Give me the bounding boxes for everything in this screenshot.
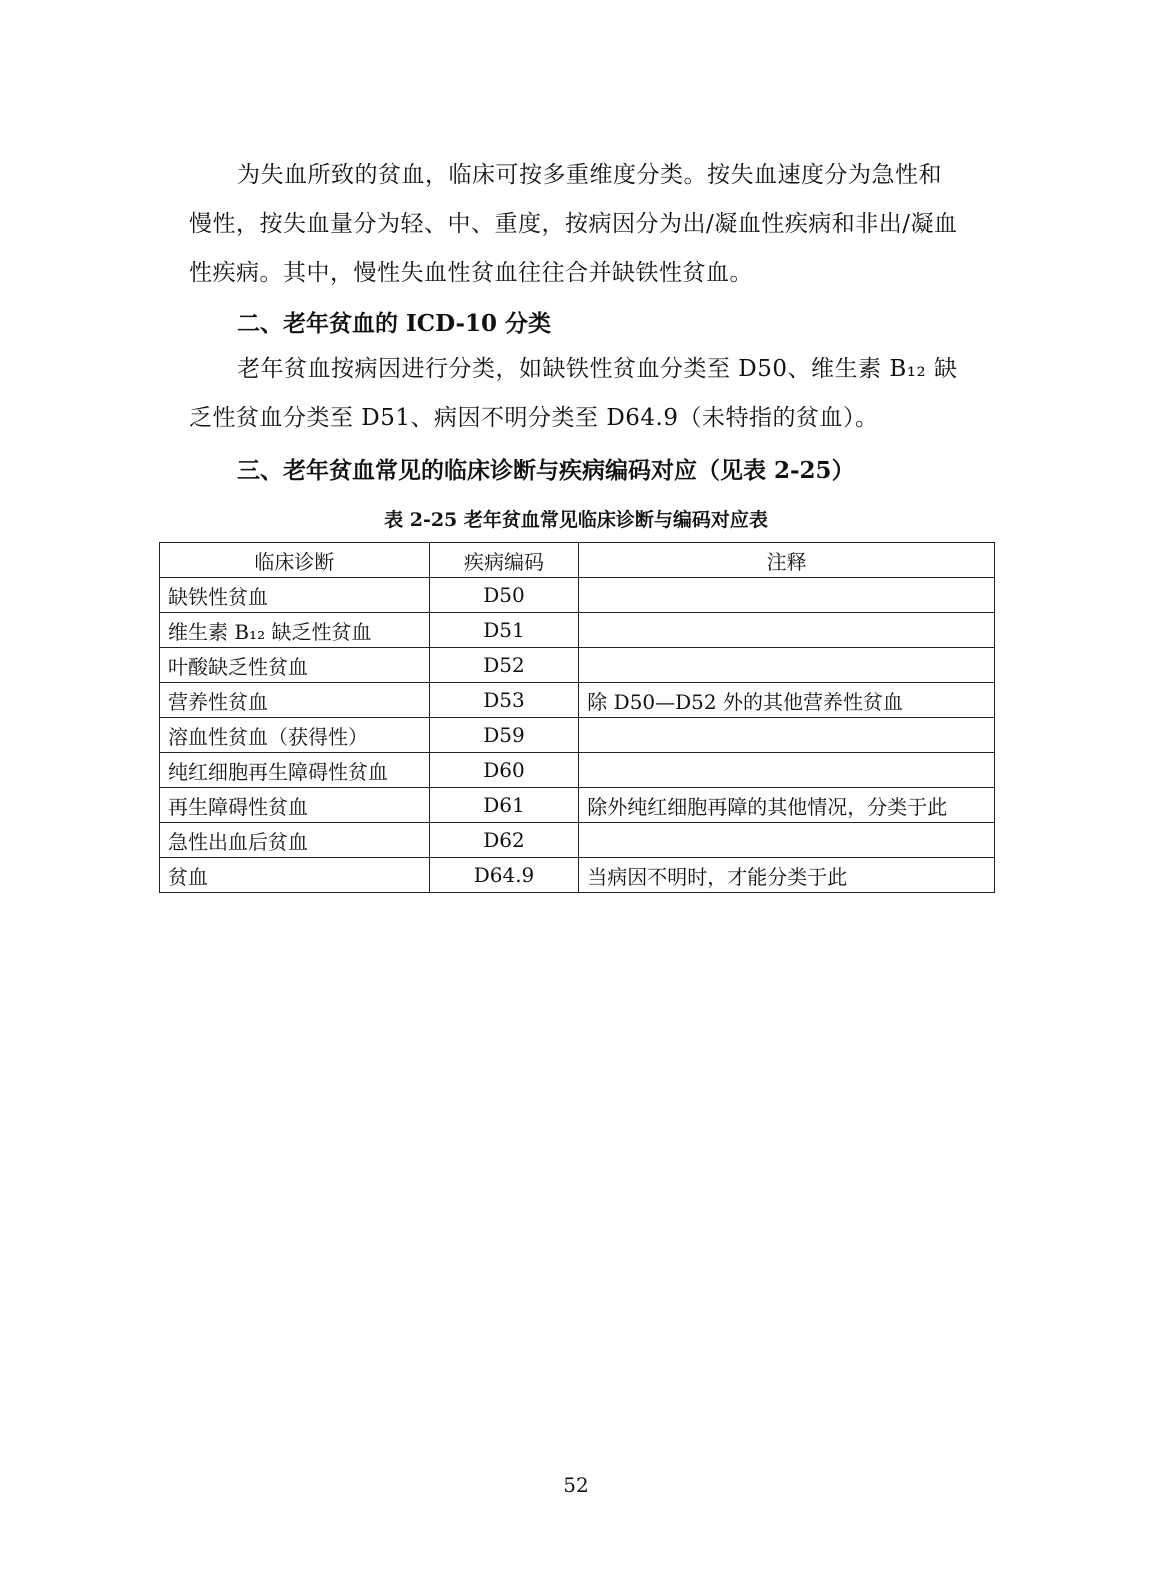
section-heading-icd10: 二、老年贫血的 ICD-10 分类 <box>237 310 552 337</box>
cell-code: D50 <box>429 578 579 613</box>
table-caption: 表 2-25 老年贫血常见临床诊断与编码对应表 <box>384 509 768 531</box>
header-note: 注释 <box>579 543 995 578</box>
cell-note <box>579 823 995 858</box>
table-row <box>160 788 995 823</box>
cell-code: D62 <box>429 823 579 858</box>
table-row <box>160 858 995 893</box>
paragraph-1-text: 为失血所致的贫血，临床可按多重维度分类。按失血速度分为急性和慢性，按失血量分为轻、中、重度，按病因分为出/凝血性疾病和非出/凝血性疾病。其中，慢性失血性贫血往往合并缺铁性贫血。 <box>189 162 958 286</box>
header-code: 疾病编码 <box>429 543 579 578</box>
cell-diagnosis: 溶血性贫血（获得性） <box>160 718 430 753</box>
cell-note: 除外纯红细胞再障的其他情况，分类于此 <box>579 788 995 823</box>
cell-code: D52 <box>429 648 579 683</box>
cell-diagnosis: 维生素 B₁₂ 缺乏性贫血 <box>160 613 430 648</box>
cell-note <box>579 648 995 683</box>
cell-code: D59 <box>429 718 579 753</box>
section-heading-diagnosis-mapping: 三、老年贫血常见的临床诊断与疾病编码对应（见表 2-25） <box>237 457 855 484</box>
cell-diagnosis: 急性出血后贫血 <box>160 823 430 858</box>
cell-code: D64.9 <box>429 858 579 893</box>
table-row <box>160 753 995 788</box>
paragraph-blood-loss-anemia <box>189 151 959 298</box>
table-row <box>160 718 995 753</box>
table-row <box>160 613 995 648</box>
cell-diagnosis: 叶酸缺乏性贫血 <box>160 648 430 683</box>
cell-note <box>579 613 995 648</box>
paragraph-2-text: 老年贫血按病因进行分类，如缺铁性贫血分类至 D50、维生素 B₁₂ 缺乏性贫血分类至 D51、病因不明分类至 D64.9（未特指的贫血）。 <box>189 356 958 431</box>
cell-code: D53 <box>429 683 579 718</box>
cell-diagnosis: 再生障碍性贫血 <box>160 788 430 823</box>
page-number: 52 <box>563 1473 589 1497</box>
cell-diagnosis: 营养性贫血 <box>160 683 430 718</box>
diagnosis-code-table <box>159 542 995 893</box>
table-header-row <box>160 543 995 578</box>
cell-note <box>579 753 995 788</box>
cell-code: D60 <box>429 753 579 788</box>
cell-note <box>579 718 995 753</box>
table-row <box>160 648 995 683</box>
cell-note: 当病因不明时，才能分类于此 <box>579 858 995 893</box>
cell-note <box>579 578 995 613</box>
cell-diagnosis: 缺铁性贫血 <box>160 578 430 613</box>
table-row <box>160 683 995 718</box>
table-row <box>160 578 995 613</box>
cell-note: 除 D50—D52 外的其他营养性贫血 <box>579 683 995 718</box>
header-diagnosis: 临床诊断 <box>160 543 430 578</box>
table-row <box>160 823 995 858</box>
cell-diagnosis: 贫血 <box>160 858 430 893</box>
cell-diagnosis: 纯红细胞再生障碍性贫血 <box>160 753 430 788</box>
cell-code: D61 <box>429 788 579 823</box>
cell-code: D51 <box>429 613 579 648</box>
paragraph-icd10-classification <box>189 345 959 443</box>
